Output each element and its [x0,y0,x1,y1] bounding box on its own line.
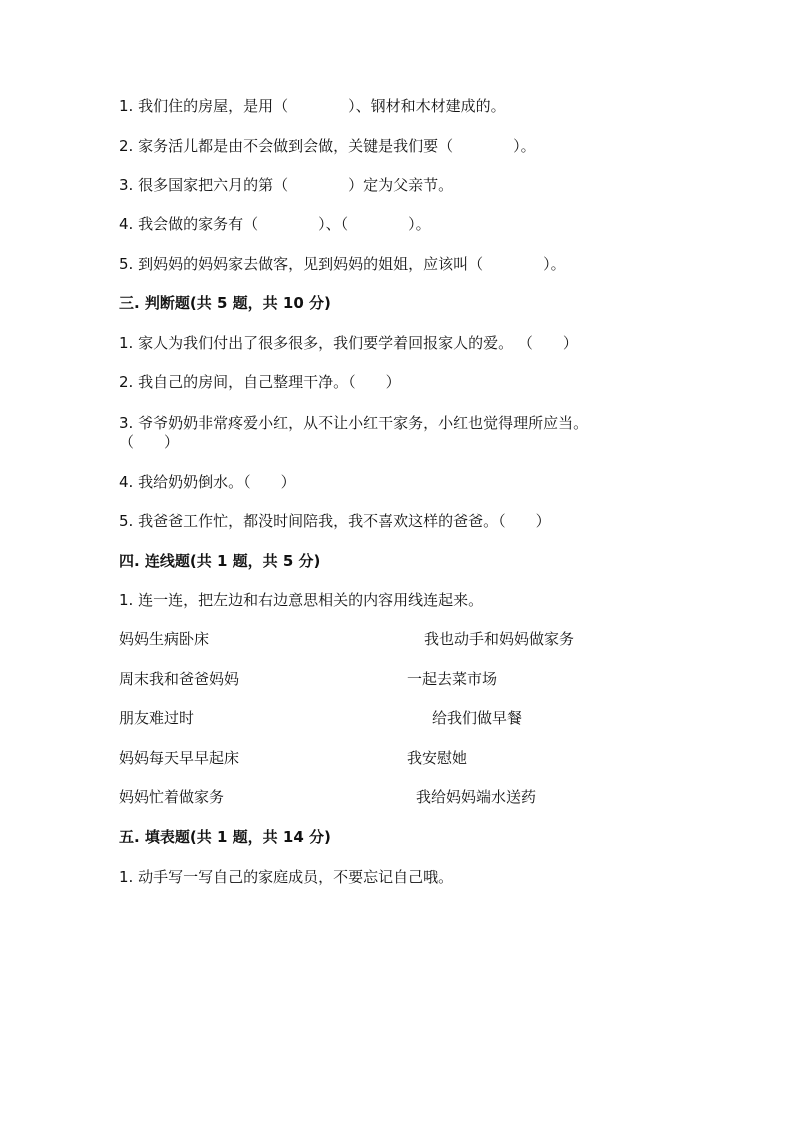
section-judge-heading: 三. 判断题(共 5 题，共 10 分) [119,294,331,312]
judge-question-2: 2. 我自己的房间，自己整理干净。（ ） [119,373,401,391]
judge-question-3-blank: （ ） [119,433,180,451]
match-right-item: 我安慰她 [407,749,468,767]
match-left-item: 朋友难过时 [119,709,195,727]
match-right-item: 我也动手和妈妈做家务 [424,630,575,648]
judge-question-5: 5. 我爸爸工作忙，都没时间陪我，我不喜欢这样的爸爸。（ ） [119,512,551,530]
fill-question-3: 3. 很多国家把六月的第（ ）定为父亲节。 [119,176,454,194]
match-left-item: 周末我和爸爸妈妈 [119,670,240,688]
judge-question-1: 1. 家人为我们付出了很多很多，我们要学着回报家人的爱。 （ ） [119,334,578,352]
judge-question-4: 4. 我给奶奶倒水。（ ） [119,473,296,491]
table-instruction: 1. 动手写一写自己的家庭成员，不要忘记自己哦。 [119,868,454,886]
fill-question-1: 1. 我们住的房屋，是用（ ）、钢材和木材建成的。 [119,97,506,115]
match-left-item: 妈妈每天早早起床 [119,749,240,767]
judge-question-3: 3. 爷爷奶奶非常疼爱小红，从不让小红干家务，小红也觉得理所应当。 [119,414,589,432]
fill-question-2: 2. 家务活儿都是由不会做到会做，关键是我们要（ ）。 [119,137,536,155]
section-match-heading: 四. 连线题(共 1 题，共 5 分) [119,552,321,570]
match-right-item: 给我们做早餐 [432,709,523,727]
match-right-item: 一起去菜市场 [407,670,498,688]
match-left-item: 妈妈生病卧床 [119,630,210,648]
fill-question-4: 4. 我会做的家务有（ ）、（ ）。 [119,215,431,233]
match-right-item: 我给妈妈端水送药 [416,788,537,806]
match-instruction: 1. 连一连，把左边和右边意思相关的内容用线连起来。 [119,591,484,609]
fill-question-5: 5. 到妈妈的妈妈家去做客，见到妈妈的姐姐，应该叫（ ）。 [119,255,566,273]
section-table-heading: 五. 填表题(共 1 题，共 14 分) [119,828,331,846]
match-left-item: 妈妈忙着做家务 [119,788,225,806]
